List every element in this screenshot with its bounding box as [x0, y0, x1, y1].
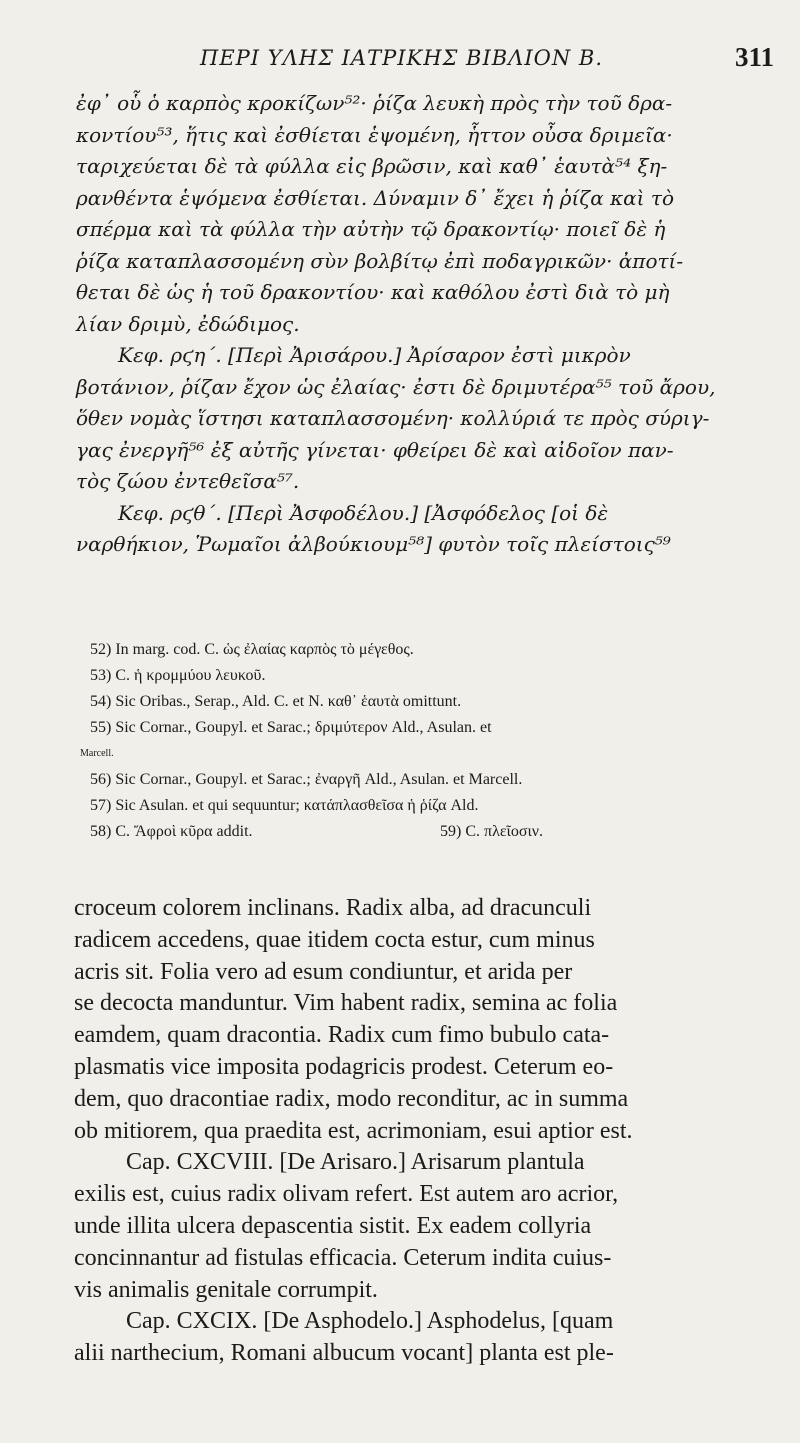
latin-line: se decocta manduntur. Vim habent radix, semina ac folia	[74, 990, 618, 1017]
greek-line: Κεφ. ρϛθ´. [Περὶ Ἀσφοδέλου.] [Ἀσφόδελος [οἱ δὲ	[118, 500, 609, 525]
greek-line: ἐφ᾿ οὗ ὁ καρπὸς κροκίζων⁵²· ῥίζα λευκὴ πρὸς τὴν τοῦ δρα-	[76, 91, 673, 115]
greek-line: τὸς ζώου ἐντεθεῖσα⁵⁷.	[76, 469, 300, 493]
latin-line: dem, quo dracontiae radix, modo reconditur, ac in summa	[74, 1085, 629, 1112]
latin-line: vis animalis genitale corrumpit.	[74, 1276, 378, 1303]
latin-text-block	[74, 893, 774, 1370]
greek-line: βοτάνιον, ῥίζαν ἔχον ὡς ἐλαίας· ἐστι δὲ δριμυτέρα⁵⁵ τοῦ ἄρου,	[76, 374, 716, 399]
footnote-continuation: Marcell.	[80, 748, 114, 759]
footnotes-block	[80, 637, 780, 845]
footnote: 57) Sic Asulan. et qui sequuntur; κατάπλασθεῖσα ἡ ῥίζα Ald.	[90, 797, 479, 814]
greek-line: σπέρμα καὶ τὰ φύλλα τὴν αὐτὴν τῷ δρακοντίῳ· ποιεῖ δὲ ἡ	[76, 217, 666, 241]
running-head	[70, 40, 780, 76]
greek-line: ναρθήκιον, Ῥωμαῖοι ἀλβούκιουμ⁵⁸] φυτὸν τοῖς πλείστοις⁵⁹	[76, 532, 671, 556]
footnote: 55) Sic Cornar., Goupyl. et Sarac.; δριμύτερον Ald., Asulan. et	[90, 719, 492, 736]
greek-line: ὅθεν νομὰς ἵστησι καταπλασσομένη· κολλύριά τε πρὸς σύριγ-	[76, 406, 710, 430]
latin-line: Cap. CXCVIII. [De Arisaro.] Arisarum plantula	[126, 1149, 585, 1176]
footnote: 59) C. πλεῖοσιν.	[440, 823, 544, 840]
greek-line: λίαν δριμὺ, ἐδώδιμος.	[76, 311, 300, 336]
greek-text-block	[76, 88, 776, 561]
latin-line: eamdem, quam dracontia. Radix cum fimo bubulo cata-	[74, 1022, 610, 1049]
greek-line: Κεφ. ρϛη´. [Περὶ Ἀρισάρου.] Ἀρίσαρον ἐστὶ μικρὸν	[118, 343, 631, 367]
page-number: 311	[734, 42, 774, 72]
footnote: 52) In marg. cod. C. ὡς ἐλαίας καρπὸς τὸ μέγεθος.	[90, 641, 414, 658]
latin-line: alii narthecium, Romani albucum vocant] planta est ple-	[74, 1340, 614, 1367]
latin-line: radicem accedens, quae itidem cocta estur, cum minus	[74, 926, 595, 953]
footnote: 54) Sic Oribas., Serap., Ald. C. et N. καθ᾿ ἑαυτὰ omittunt.	[90, 693, 462, 710]
footnote: 56) Sic Cornar., Goupyl. et Sarac.; ἐναργῆ Ald., Asulan. et Marcell.	[90, 771, 523, 788]
greek-line: ταριχεύεται δὲ τὰ φύλλα εἰς βρῶσιν, καὶ καθ᾿ ἑαυτὰ⁵⁴ ξη-	[76, 154, 668, 178]
greek-line: ρανθέντα ἑψόμενα ἐσθίεται. Δύναμιν δ᾿ ἔχει ἡ ῥίζα καὶ τὸ	[76, 185, 674, 210]
footnote-pair	[90, 819, 780, 845]
greek-line: θεται δὲ ὡς ἡ τοῦ δρακοντίου· καὶ καθόλου ἐστὶ διὰ τὸ μὴ	[76, 280, 670, 304]
latin-line: ob mitiorem, qua praedita est, acrimoniam, esui aptior est.	[74, 1117, 633, 1144]
greek-line: γας ἐνεργῆ⁵⁶ ἐξ αὐτῆς γίνεται· φθείρει δὲ καὶ αἰδοῖον παν-	[76, 437, 674, 462]
greek-line: ῥίζα καταπλασσομένη σὺν βολβίτῳ ἐπὶ ποδαγρικῶν· ἀποτί-	[76, 248, 684, 273]
footnote: 58) C. Ἄφροὶ κῦρα addit.	[90, 823, 253, 840]
footnote: 53) C. ἡ κρομμύου λευκοῦ.	[90, 667, 266, 684]
latin-line: Cap. CXCIX. [De Asphodelo.] Asphodelus, [quam	[126, 1308, 614, 1335]
latin-line: exilis est, cuius radix olivam refert. Est autem aro acrior,	[74, 1181, 619, 1208]
latin-line: acris sit. Folia vero ad esum condiuntur, et arida per	[74, 958, 573, 985]
latin-line: croceum colorem inclinans. Radix alba, ad dracunculi	[74, 895, 592, 921]
latin-line: concinnantur ad fistulas efficacia. Ceterum indita cuius-	[74, 1244, 612, 1271]
latin-line: unde illita ulcera depascentia sistit. Ex eadem collyria	[74, 1212, 592, 1239]
latin-line: plasmatis vice imposita podagricis prodest. Ceterum eo-	[74, 1053, 614, 1080]
running-title: ΠΕΡΙ ΥΛΗΣ ΙΑΤΡΙΚΗΣ ΒΙΒΛΙΟΝ Β.	[200, 46, 604, 70]
greek-line: κοντίου⁵³, ἥτις καὶ ἐσθίεται ἑψομένη, ἧττον οὖσα δριμεῖα·	[76, 122, 673, 147]
